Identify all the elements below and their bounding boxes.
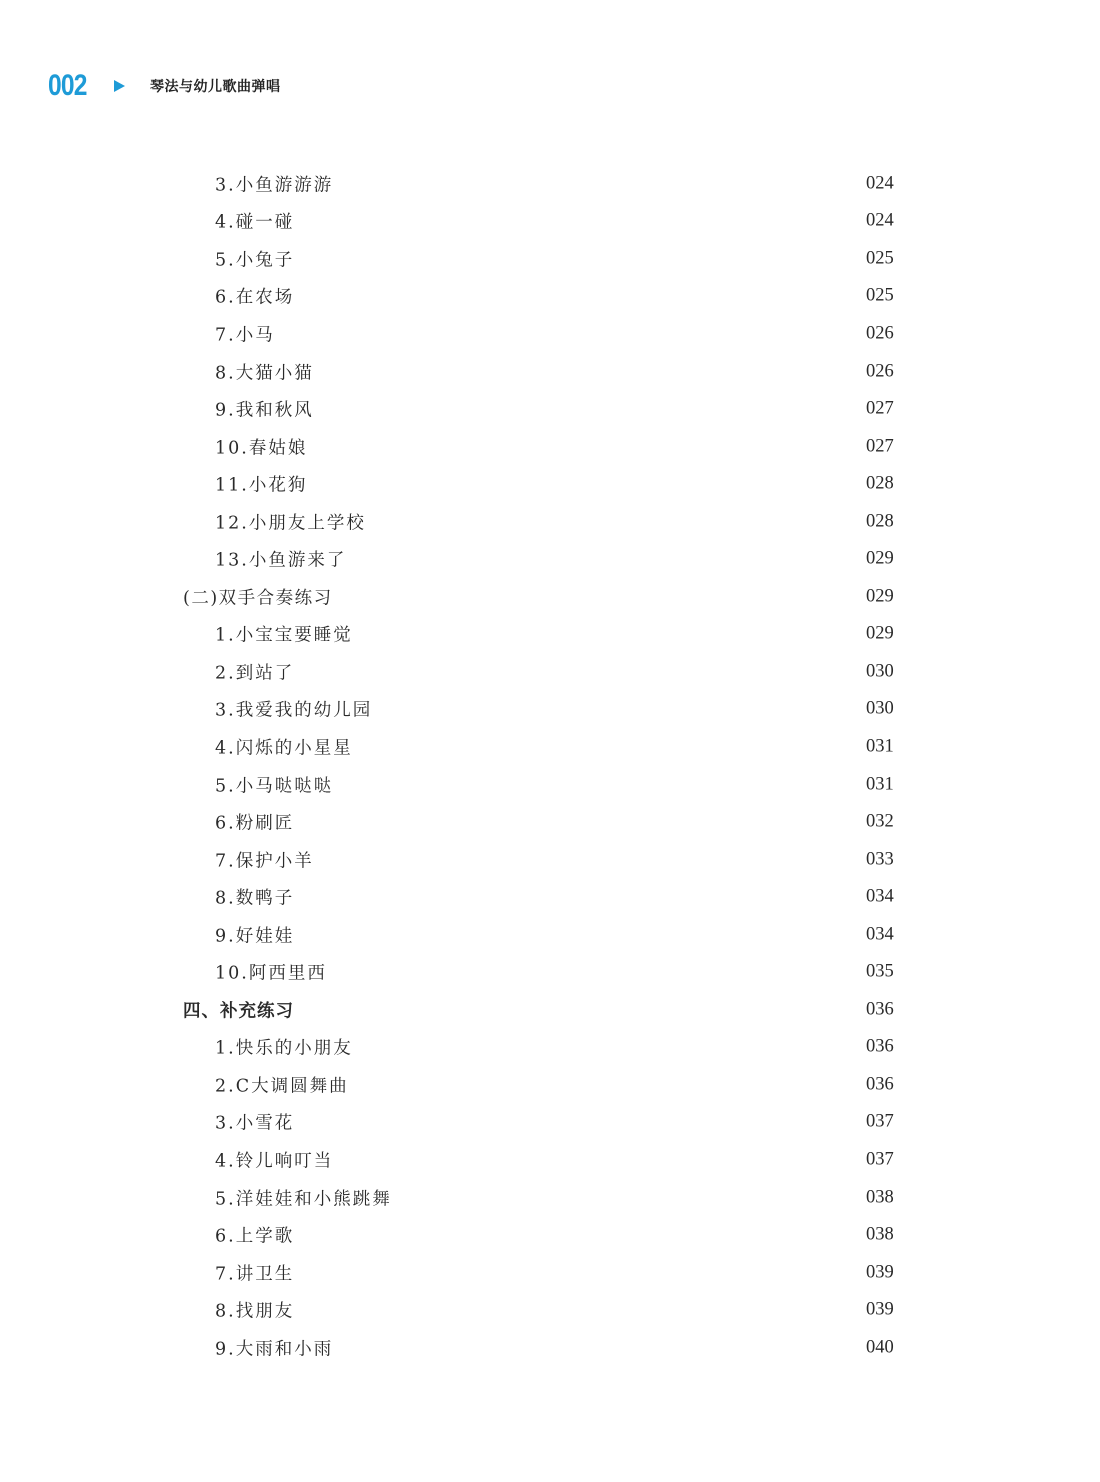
toc-item-title: 7.讲卫生 [215,1264,295,1285]
toc-entry[interactable] [0,278,1100,316]
toc-item-title: 6.在农场 [215,287,295,308]
toc-item-title: 8.找朋友 [215,1301,295,1322]
toc-item-title: 8.大猫小猫 [215,363,314,383]
toc-page-number: 036 [866,1074,894,1095]
toc-page-number: 040 [866,1337,894,1358]
toc-item-title: 7.保护小羊 [215,851,314,872]
toc-item-title: 10.春姑娘 [215,438,308,459]
toc-entry[interactable] [0,1329,1100,1367]
toc-page-number: 037 [866,1111,894,1132]
toc-entry[interactable] [0,1104,1100,1142]
toc-item-title: 2.C大调圆舞曲 [215,1076,349,1097]
toc-section-title: 四、补充练习 [183,1001,294,1022]
toc-item-title: 3.小鱼游游游 [215,175,334,196]
toc-item-title: 6.粉刷匠 [215,813,295,834]
toc-entry[interactable] [0,390,1100,428]
toc-item-title: 12.小朋友上学校 [215,513,366,534]
toc-entry[interactable] [0,203,1100,241]
toc-item-title: 4.碰一碰 [215,212,295,233]
toc-entry[interactable] [0,616,1100,654]
toc-item-title: 5.洋娃娃和小熊跳舞 [215,1189,392,1210]
toc-page-number: 026 [866,323,894,344]
toc-page-number: 030 [866,661,894,682]
toc-page-number: 024 [866,173,894,194]
toc-entry[interactable] [0,1029,1100,1067]
toc-entry[interactable] [0,991,1100,1029]
toc-entry[interactable] [0,766,1100,804]
toc-item-title: 3.我爱我的幼儿园 [215,700,373,721]
toc-entry[interactable] [0,315,1100,353]
toc-entry[interactable] [0,353,1100,391]
toc-entry[interactable] [0,503,1100,541]
toc-page-number: 034 [866,924,894,945]
table-of-contents [0,165,1100,1367]
toc-page-number: 027 [866,398,894,419]
toc-entry[interactable] [0,841,1100,879]
toc-page-number: 024 [866,210,894,231]
toc-page-number: 026 [866,361,894,381]
toc-entry[interactable] [0,803,1100,841]
toc-page-number: 027 [866,436,894,457]
toc-entry[interactable] [0,1216,1100,1254]
toc-page-number: 028 [866,473,894,494]
toc-entry[interactable] [0,878,1100,916]
book-title: 琴法与幼儿歌曲弹唱 [150,79,281,95]
toc-entry[interactable] [0,1179,1100,1217]
toc-item-title: 13.小鱼游来了 [215,550,347,571]
toc-page-number: 029 [866,623,894,644]
toc-subsection-title: (二)双手合奏练习 [183,588,333,609]
toc-entry[interactable] [0,728,1100,766]
toc-entry[interactable] [0,578,1100,616]
toc-entry[interactable] [0,691,1100,729]
toc-item-title: 4.铃儿响叮当 [215,1151,334,1172]
toc-entry[interactable] [0,540,1100,578]
toc-page-number: 038 [866,1187,894,1208]
toc-entry[interactable] [0,953,1100,991]
toc-page-number: 025 [866,285,894,306]
toc-item-title: 7.小马 [215,325,275,346]
toc-item-title: 5.小兔子 [215,250,295,271]
toc-page-number: 028 [866,511,894,532]
toc-item-title: 8.数鸭子 [215,888,295,909]
toc-page-number: 030 [866,698,894,719]
toc-entry[interactable] [0,1291,1100,1329]
toc-item-title: 5.小马哒哒哒 [215,776,334,797]
toc-item-title: 10.阿西里西 [215,963,327,984]
toc-page-number: 037 [866,1149,894,1170]
running-header [48,66,281,106]
toc-item-title: 1.快乐的小朋友 [215,1038,353,1059]
toc-page-number: 039 [866,1262,894,1283]
toc-item-title: 9.大雨和小雨 [215,1339,334,1360]
triangle-arrow-icon [114,80,125,92]
toc-entry[interactable] [0,465,1100,503]
toc-entry[interactable] [0,1066,1100,1104]
toc-entry[interactable] [0,653,1100,691]
toc-item-title: 2.到站了 [215,663,295,684]
toc-page-number: 029 [866,586,894,607]
toc-item-title: 6.上学歌 [215,1226,295,1247]
toc-item-title: 1.小宝宝要睡觉 [215,625,353,646]
toc-entry[interactable] [0,240,1100,278]
toc-item-title: 4.闪烁的小星星 [215,738,353,759]
page-number: 002 [48,69,87,102]
toc-page-number: 031 [866,774,894,795]
toc-page-number: 029 [866,548,894,569]
toc-item-title: 11.小花狗 [215,475,308,496]
toc-page-number: 038 [866,1224,894,1245]
toc-entry[interactable] [0,1141,1100,1179]
toc-page-number: 039 [866,1299,894,1320]
toc-item-title: 3.小雪花 [215,1113,295,1134]
toc-page-number: 025 [866,248,894,269]
toc-page-number: 033 [866,849,894,870]
toc-page-number: 036 [866,999,894,1020]
toc-page-number: 035 [866,961,894,982]
toc-page-number: 031 [866,736,894,757]
toc-page-number: 036 [866,1036,894,1057]
toc-entry[interactable] [0,165,1100,203]
toc-item-title: 9.好娃娃 [215,926,295,947]
toc-entry[interactable] [0,1254,1100,1292]
toc-entry[interactable] [0,916,1100,954]
toc-page-number: 034 [866,886,894,907]
toc-page-number: 032 [866,811,894,832]
toc-item-title: 9.我和秋风 [215,400,314,421]
toc-entry[interactable] [0,428,1100,466]
